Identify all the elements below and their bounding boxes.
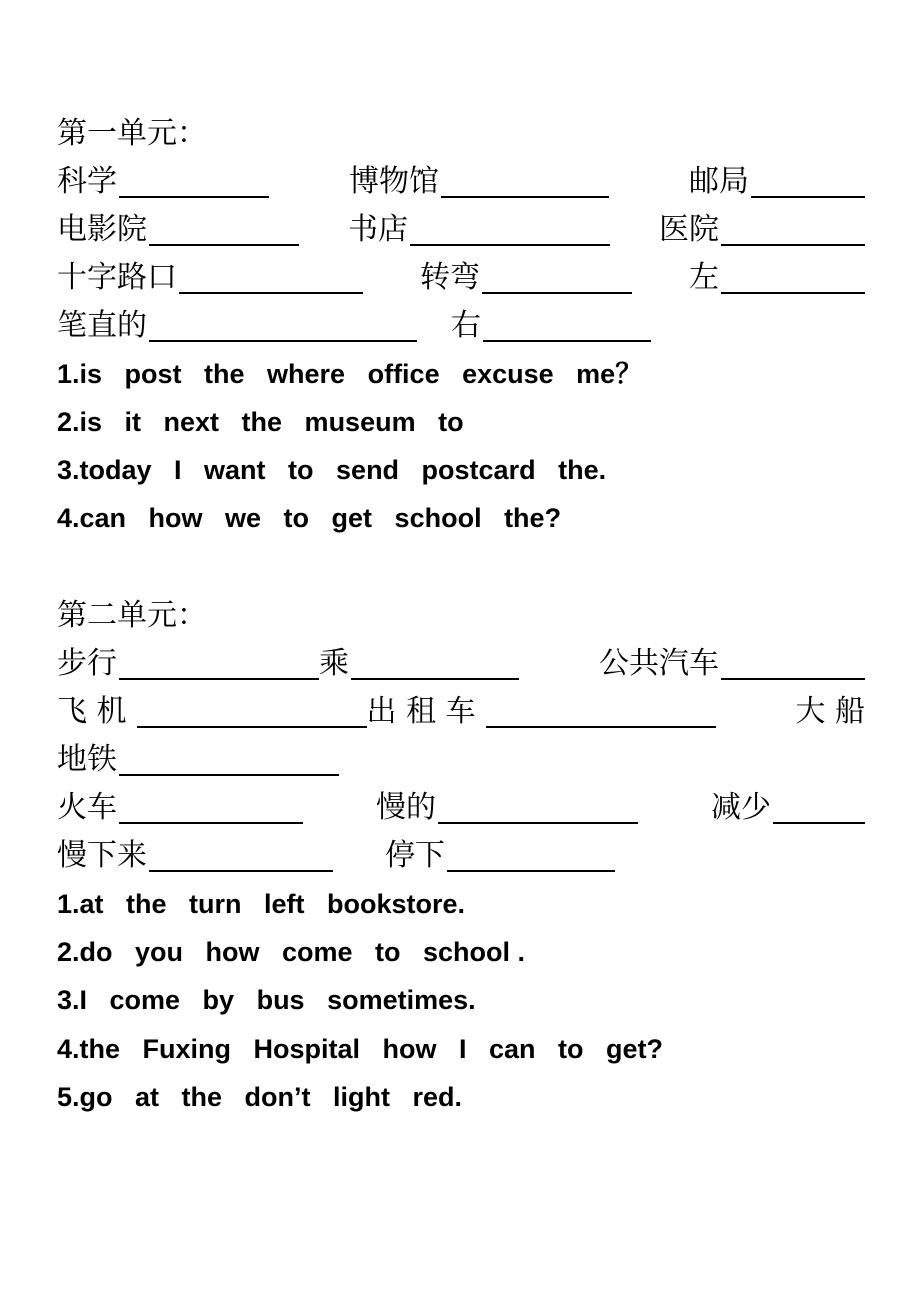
answer-blank[interactable] [119, 744, 339, 776]
answer-blank[interactable] [483, 310, 651, 342]
vocab-term: 右 [451, 308, 481, 343]
vocab-item-turn [420, 258, 632, 298]
vocab-item-right [451, 306, 651, 346]
vocab-term: 慢下来 [57, 838, 147, 873]
answer-blank[interactable] [137, 696, 367, 728]
unit2-sentence-5: 5.go at the don’t light red. [57, 1082, 462, 1112]
unit2-sentence-1: 1.at the turn left bookstore. [57, 889, 466, 919]
unit1-vocab-row-1 [57, 154, 865, 202]
vocab-term: 笔直的 [57, 308, 147, 343]
vocab-term: 乘 [319, 646, 349, 681]
vocab-term: 火车 [57, 790, 117, 825]
unit2-vocab-row-1 [57, 636, 865, 684]
unit1-sentence-4: 4.can how we to get school the? [57, 503, 562, 533]
vocab-term: 地铁 [57, 742, 117, 777]
vocab-term: 左 [689, 260, 719, 295]
vocab-term: 慢的 [376, 790, 436, 825]
vocab-term: 停下 [385, 838, 445, 873]
vocab-item-straight [57, 306, 417, 346]
answer-blank[interactable] [119, 648, 319, 680]
unit2-sentence-4: 4.the Fuxing Hospital how I can to get? [57, 1034, 664, 1064]
unit1-sentence-3: 3.today I want to send postcard the. [57, 455, 607, 485]
vocab-term: 大 船 [795, 694, 865, 729]
vocab-term: 书店 [348, 212, 408, 247]
vocab-term: 飞 机 [57, 694, 127, 729]
answer-blank[interactable] [721, 214, 865, 246]
answer-blank[interactable] [447, 840, 615, 872]
vocab-item-reduce [711, 788, 865, 828]
vocab-item-museum [349, 162, 609, 202]
vocab-item-crossing [57, 258, 363, 298]
answer-blank[interactable] [149, 310, 417, 342]
answer-blank[interactable] [119, 792, 303, 824]
answer-blank[interactable] [482, 262, 632, 294]
unit2-heading: 第二单元： [57, 598, 207, 633]
unit2-vocab-row-5 [57, 828, 865, 876]
unit2-sentence-3: 3.I come by bus sometimes. [57, 985, 476, 1015]
unit2-vocab-row-4 [57, 780, 865, 828]
vocab-item-slow [376, 788, 638, 828]
unit1-vocab-row-3 [57, 250, 865, 298]
unit1-sentence-2: 2.is it next the museum to [57, 407, 464, 437]
vocab-term: 电影院 [57, 212, 147, 247]
vocab-term: 十字路口 [57, 260, 177, 295]
vocab-item-train [57, 788, 303, 828]
unit1-heading: 第一单元： [57, 116, 207, 151]
vocab-term: 邮局 [689, 164, 749, 199]
answer-blank[interactable] [179, 262, 363, 294]
vocab-item-bus [599, 644, 865, 684]
vocab-item-cinema [57, 210, 299, 250]
vocab-item-plane [57, 692, 716, 732]
answer-blank[interactable] [438, 792, 638, 824]
answer-blank[interactable] [486, 696, 716, 728]
unit1-sentence-1: 1.is post the where office excuse me？ [57, 359, 643, 389]
unit2-vocab-row-3 [57, 732, 865, 780]
answer-blank[interactable] [721, 262, 865, 294]
answer-blank[interactable] [410, 214, 610, 246]
unit1-vocab-row-2 [57, 202, 865, 250]
vocab-item-walk [57, 644, 519, 684]
vocab-item-hospital [659, 210, 865, 250]
vocab-item-stop [385, 836, 615, 876]
answer-blank[interactable] [149, 214, 299, 246]
vocab-item-slow-down [57, 836, 333, 876]
answer-blank[interactable] [721, 648, 865, 680]
answer-blank[interactable] [149, 840, 333, 872]
answer-blank[interactable] [441, 166, 609, 198]
vocab-item-ship [795, 692, 865, 732]
vocab-term: 步行 [57, 646, 117, 681]
vocab-term: 科学 [57, 164, 117, 199]
answer-blank[interactable] [351, 648, 519, 680]
vocab-term: 出 租 车 [366, 694, 476, 729]
vocab-term: 医院 [659, 212, 719, 247]
vocab-item-post-office [689, 162, 865, 202]
vocab-term: 减少 [711, 790, 771, 825]
vocab-item-left [689, 258, 865, 298]
unit2-sentence-2: 2.do you how come to school . [57, 937, 526, 967]
unit2-vocab-row-2 [57, 684, 865, 732]
vocab-item-subway [57, 740, 339, 780]
answer-blank[interactable] [119, 166, 269, 198]
answer-blank[interactable] [773, 792, 865, 824]
vocab-term: 博物馆 [349, 164, 439, 199]
answer-blank[interactable] [751, 166, 865, 198]
vocab-term: 公共汽车 [599, 646, 719, 681]
vocab-term: 转弯 [420, 260, 480, 295]
vocab-item-science [57, 162, 269, 202]
unit1-vocab-row-4 [57, 298, 865, 346]
vocab-item-bookstore [348, 210, 610, 250]
